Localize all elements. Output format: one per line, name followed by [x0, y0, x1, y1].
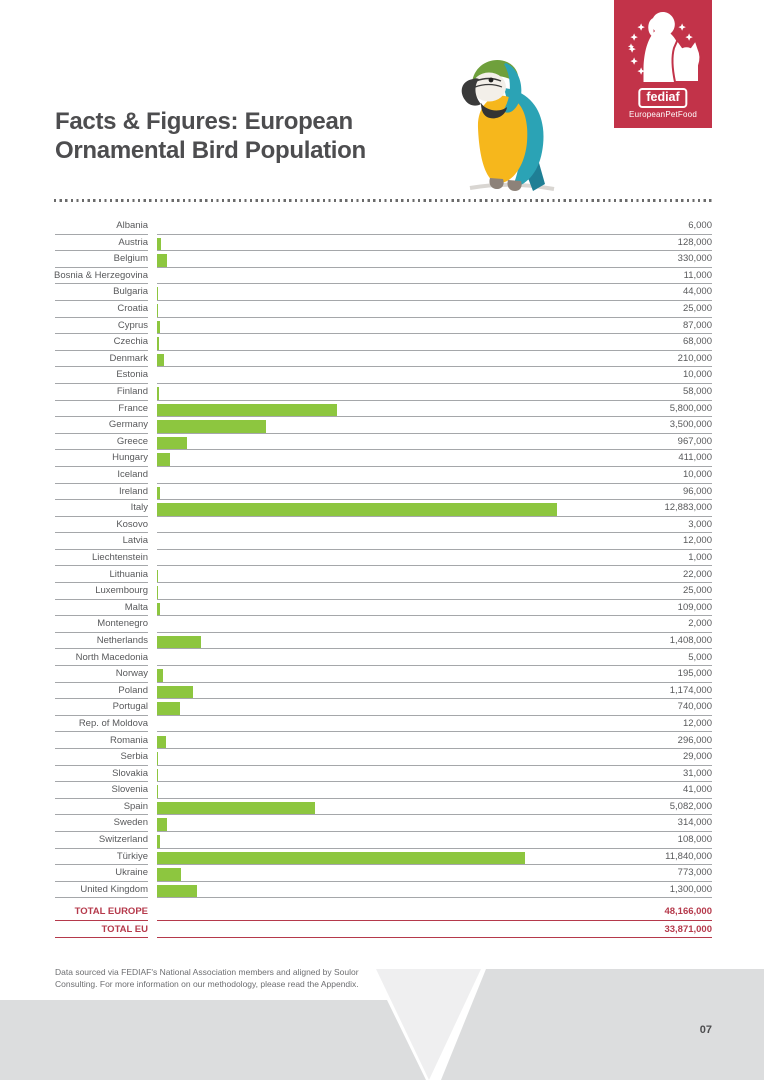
bar-track: [157, 218, 712, 235]
bar-track: [157, 633, 712, 650]
population-bar: [157, 586, 158, 599]
column-gap: [148, 766, 157, 783]
population-value: 87,000: [682, 319, 712, 331]
total-label: TOTAL EUROPE: [55, 903, 148, 920]
population-value: 12,883,000: [664, 502, 712, 514]
column-gap: [148, 533, 157, 550]
country-label: Albania: [55, 218, 148, 235]
country-label: France: [55, 401, 148, 418]
chart-row: [55, 434, 712, 451]
population-value: 5,000: [688, 651, 712, 663]
population-bar: [157, 852, 525, 865]
population-bar: [157, 337, 159, 350]
chart-row: [55, 517, 712, 534]
chart-row: [55, 815, 712, 832]
population-bar: [157, 570, 158, 583]
chart-row: [55, 649, 712, 666]
bar-track: [157, 318, 712, 335]
chart-row: [55, 699, 712, 716]
country-label: Denmark: [55, 351, 148, 368]
data-source-note: [55, 966, 385, 990]
bar-track: [157, 815, 712, 832]
population-bar: [157, 453, 170, 466]
country-label: Latvia: [55, 533, 148, 550]
chart-row: [55, 251, 712, 268]
column-gap: [148, 251, 157, 268]
column-gap: [148, 699, 157, 716]
population-value: 12,000: [682, 535, 712, 547]
column-gap: [148, 235, 157, 252]
population-value: 967,000: [677, 435, 712, 447]
fediaf-wordmark: fediaf: [638, 88, 687, 108]
population-bar: [157, 669, 163, 682]
bar-track: [157, 566, 712, 583]
bar-track: [157, 865, 712, 882]
page-title-line2: Ornamental Bird Population: [55, 137, 366, 164]
country-label: Ireland: [55, 484, 148, 501]
chart-row: [55, 616, 712, 633]
fediaf-logo: [614, 0, 712, 128]
country-label: Netherlands: [55, 633, 148, 650]
population-bar: [157, 769, 158, 782]
total-row: [55, 921, 712, 938]
fediaf-tagline: EuropeanPetFood: [629, 110, 697, 119]
column-gap: [148, 849, 157, 866]
total-value: 33,871,000: [664, 923, 712, 935]
country-label: Slovenia: [55, 782, 148, 799]
column-gap: [148, 284, 157, 301]
country-label: Lithuania: [55, 566, 148, 583]
bar-track: [157, 235, 712, 252]
page-title-line1: Facts & Figures: European: [55, 108, 353, 135]
column-gap: [148, 616, 157, 633]
country-label: United Kingdom: [55, 882, 148, 899]
bar-track: [157, 268, 712, 285]
bar-track: [157, 367, 712, 384]
population-value: 195,000: [677, 668, 712, 680]
population-value: 25,000: [682, 585, 712, 597]
chart-row: [55, 417, 712, 434]
total-row: [55, 903, 712, 920]
chart-row: [55, 268, 712, 285]
bar-track: [157, 301, 712, 318]
column-gap: [148, 799, 157, 816]
country-label: Rep. of Moldova: [55, 716, 148, 733]
population-bar: [157, 387, 159, 400]
country-label: Czechia: [55, 334, 148, 351]
country-label: Slovakia: [55, 766, 148, 783]
column-gap: [148, 434, 157, 451]
population-bar: [157, 254, 167, 267]
population-bar: [157, 752, 158, 765]
column-gap: [148, 865, 157, 882]
population-value: 41,000: [682, 784, 712, 796]
country-label: Serbia: [55, 749, 148, 766]
bar-track: [157, 450, 712, 467]
country-label: Bulgaria: [55, 284, 148, 301]
bar-track: [157, 434, 712, 451]
chart-row: [55, 600, 712, 617]
country-label: Hungary: [55, 450, 148, 467]
bar-track: [157, 666, 712, 683]
population-bar: [157, 835, 160, 848]
column-gap: [148, 683, 157, 700]
country-label: Finland: [55, 384, 148, 401]
column-gap: [148, 550, 157, 567]
column-gap: [148, 467, 157, 484]
population-value: 411,000: [678, 452, 712, 464]
chart-row: [55, 450, 712, 467]
population-value: 296,000: [677, 734, 712, 746]
population-bar: [157, 802, 315, 815]
bar-track: [157, 500, 712, 517]
column-gap: [148, 500, 157, 517]
population-value: 31,000: [682, 767, 712, 779]
column-gap: [148, 782, 157, 799]
country-label: Belgium: [55, 251, 148, 268]
bar-track: [157, 649, 712, 666]
chart-row: [55, 633, 712, 650]
population-value: 128,000: [677, 236, 712, 248]
total-value: 48,166,000: [664, 906, 712, 918]
column-gap: [148, 921, 157, 938]
bird-population-chart: [55, 218, 712, 938]
macaw-parrot-image: [448, 52, 578, 197]
total-label: TOTAL EU: [55, 921, 148, 938]
chart-row: [55, 683, 712, 700]
population-bar: [157, 885, 197, 898]
population-value: 5,800,000: [669, 402, 712, 414]
chart-row: [55, 218, 712, 235]
bar-track: [157, 384, 712, 401]
population-value: 1,300,000: [669, 883, 712, 895]
chart-row: [55, 467, 712, 484]
column-gap: [148, 318, 157, 335]
chart-row: [55, 367, 712, 384]
population-bar: [157, 420, 266, 433]
column-gap: [148, 367, 157, 384]
chart-row: [55, 799, 712, 816]
bar-track: [157, 799, 712, 816]
chart-row: [55, 401, 712, 418]
population-value: 10,000: [682, 469, 712, 480]
population-value: 109,000: [677, 601, 712, 613]
population-value: 330,000: [677, 253, 712, 265]
chart-row: [55, 766, 712, 783]
country-label: Greece: [55, 434, 148, 451]
column-gap: [148, 832, 157, 849]
chart-rows: [55, 218, 712, 898]
chart-row: [55, 284, 712, 301]
country-label: Poland: [55, 683, 148, 700]
bar-track: [157, 921, 712, 938]
country-label: Portugal: [55, 699, 148, 716]
bar-track: [157, 882, 712, 899]
bar-track: [157, 903, 712, 920]
country-label: Malta: [55, 600, 148, 617]
bar-track: [157, 583, 712, 600]
population-bar: [157, 702, 180, 715]
population-bar: [157, 437, 187, 450]
bar-track: [157, 616, 712, 633]
bar-track: [157, 849, 712, 866]
column-gap: [148, 517, 157, 534]
bar-track: [157, 533, 712, 550]
column-gap: [148, 903, 157, 920]
population-bar: [157, 404, 337, 417]
chart-row: [55, 484, 712, 501]
page-number: 07: [699, 1024, 712, 1036]
chart-row: [55, 566, 712, 583]
population-value: 10,000: [682, 369, 712, 381]
chart-row: [55, 782, 712, 799]
column-gap: [148, 600, 157, 617]
population-value: 740,000: [677, 701, 712, 713]
population-value: 108,000: [677, 834, 712, 846]
column-gap: [148, 268, 157, 285]
country-label: Montenegro: [55, 616, 148, 633]
bar-track: [157, 716, 712, 733]
country-label: Sweden: [55, 815, 148, 832]
population-value: 96,000: [682, 485, 712, 497]
population-value: 25,000: [682, 303, 712, 315]
chart-row: [55, 749, 712, 766]
country-label: Croatia: [55, 301, 148, 318]
population-bar: [157, 868, 181, 881]
country-label: Iceland: [55, 467, 148, 484]
column-gap: [148, 484, 157, 501]
population-value: 1,408,000: [669, 634, 712, 646]
population-value: 773,000: [677, 867, 712, 879]
country-label: Romania: [55, 732, 148, 749]
dotted-divider: [54, 199, 712, 202]
bar-track: [157, 766, 712, 783]
population-value: 11,000: [683, 269, 712, 281]
population-value: 3,000: [688, 518, 712, 530]
chart-row: [55, 550, 712, 567]
population-value: 6,000: [688, 220, 712, 232]
chart-row: [55, 865, 712, 882]
population-bar: [157, 238, 161, 251]
bar-track: [157, 417, 712, 434]
population-value: 3,500,000: [669, 419, 712, 431]
column-gap: [148, 633, 157, 650]
country-label: Switzerland: [55, 832, 148, 849]
column-gap: [148, 649, 157, 666]
country-label: Austria: [55, 235, 148, 252]
country-label: Germany: [55, 417, 148, 434]
column-gap: [148, 450, 157, 467]
population-bar: [157, 785, 158, 798]
page-title: [55, 107, 475, 165]
population-value: 314,000: [677, 817, 712, 829]
country-label: Cyprus: [55, 318, 148, 335]
source-note-line2: Consulting. For more information on our methodology, please read the Appendix.: [55, 979, 359, 989]
chart-row: [55, 384, 712, 401]
fediaf-dog-cat-emblem-icon: [614, 6, 712, 90]
bar-track: [157, 334, 712, 351]
country-label: Italy: [55, 500, 148, 517]
population-bar: [157, 503, 557, 516]
population-bar: [157, 487, 160, 500]
bar-track: [157, 351, 712, 368]
bar-track: [157, 550, 712, 567]
column-gap: [148, 218, 157, 235]
population-value: 5,082,000: [669, 800, 712, 812]
bar-track: [157, 484, 712, 501]
column-gap: [148, 882, 157, 899]
country-label: Türkiye: [55, 849, 148, 866]
column-gap: [148, 351, 157, 368]
bar-track: [157, 600, 712, 617]
column-gap: [148, 301, 157, 318]
column-gap: [148, 749, 157, 766]
country-label: Ukraine: [55, 865, 148, 882]
chart-row: [55, 533, 712, 550]
country-label: Spain: [55, 799, 148, 816]
bar-track: [157, 782, 712, 799]
chart-row: [55, 832, 712, 849]
country-label: Kosovo: [55, 517, 148, 534]
country-label: Luxembourg: [55, 583, 148, 600]
column-gap: [148, 384, 157, 401]
chart-row: [55, 351, 712, 368]
chart-row: [55, 334, 712, 351]
population-value: 68,000: [682, 336, 712, 348]
bar-track: [157, 401, 712, 418]
population-bar: [157, 354, 164, 367]
chart-row: [55, 882, 712, 899]
chart-row: [55, 500, 712, 517]
chart-row: [55, 235, 712, 252]
population-value: 2,000: [688, 618, 712, 630]
column-gap: [148, 417, 157, 434]
column-gap: [148, 815, 157, 832]
population-value: 44,000: [682, 286, 712, 298]
population-value: 58,000: [682, 386, 712, 398]
country-label: Estonia: [55, 367, 148, 384]
column-gap: [148, 716, 157, 733]
population-value: 11,840,000: [665, 850, 712, 862]
chart-row: [55, 732, 712, 749]
column-gap: [148, 732, 157, 749]
column-gap: [148, 566, 157, 583]
chart-row: [55, 318, 712, 335]
bar-track: [157, 517, 712, 534]
population-value: 12,000: [682, 717, 712, 729]
bar-track: [157, 467, 712, 484]
chart-row: [55, 716, 712, 733]
population-value: 210,000: [677, 352, 712, 364]
chart-total-rows: [55, 903, 712, 938]
bar-track: [157, 284, 712, 301]
column-gap: [148, 583, 157, 600]
bar-track: [157, 832, 712, 849]
bar-track: [157, 683, 712, 700]
bar-track: [157, 699, 712, 716]
population-value: 1,174,000: [669, 684, 712, 696]
population-bar: [157, 603, 160, 616]
population-bar: [157, 818, 167, 831]
bar-track: [157, 732, 712, 749]
chart-row: [55, 849, 712, 866]
column-gap: [148, 666, 157, 683]
country-label: Bosnia & Herzegovina: [55, 268, 148, 285]
population-bar: [157, 736, 166, 749]
population-bar: [157, 636, 201, 649]
chart-row: [55, 666, 712, 683]
population-bar: [157, 304, 158, 317]
country-label: North Macedonia: [55, 649, 148, 666]
bar-track: [157, 749, 712, 766]
source-note-line1: Data sourced via FEDIAF's National Association members and aligned by Soulor: [55, 967, 359, 977]
country-label: Liechtenstein: [55, 550, 148, 567]
population-bar: [157, 321, 160, 334]
population-bar: [157, 686, 193, 699]
population-value: 1,000: [688, 551, 712, 563]
column-gap: [148, 334, 157, 351]
chart-row: [55, 301, 712, 318]
bar-track: [157, 251, 712, 268]
population-bar: [157, 287, 158, 300]
population-value: 22,000: [682, 568, 712, 580]
column-gap: [148, 401, 157, 418]
chart-row: [55, 583, 712, 600]
population-value: 29,000: [682, 751, 712, 763]
country-label: Norway: [55, 666, 148, 683]
